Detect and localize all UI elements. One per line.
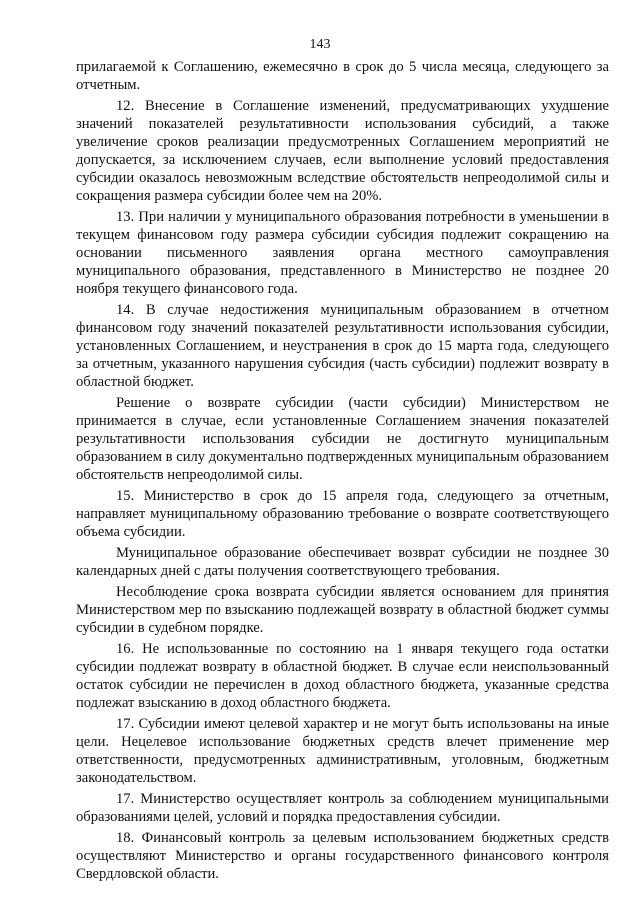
paragraph-item-17-target: 17. Субсидии имеют целевой характер и не могут быть использованы на иные цели. Нецелевое использование бюджетных средств влечет применение мер ответственности, предусмотренных административным, уголовным, бюджетным законодательством.: [76, 716, 609, 786]
paragraph-item-18: 18. Финансовый контроль за целевым использованием бюджетных средств осуществляют Министерство и органы государственного финансового контроля Свердловской области.: [76, 830, 609, 882]
paragraph-item-13: 13. При наличии у муниципального образования потребности в уменьшении в текущем финансовом году размера субсидии субсидия подлежит сокращению на основании письменного заявления органа местного самоуправления муниципального образования, представленного в Министерство не позднее 20 ноября текущего финансового года.: [76, 209, 609, 297]
paragraph-continuation: прилагаемой к Соглашению, ежемесячно в срок до 5 числа месяца, следующего за отчетным.: [76, 59, 609, 93]
paragraph-item-16: 16. Не использованные по состоянию на 1 января текущего года остатки субсидии подлежат возврату в областной бюджет. В случае если неиспользованный остаток субсидии не перечислен в доход областного бюджета, указанные средства подлежат взысканию в доход областного бюджета.: [76, 641, 609, 711]
paragraph-item-17-control: 17. Министерство осуществляет контроль за соблюдением муниципальными образованиями целей, условий и порядка предоставления субсидии.: [76, 791, 609, 825]
paragraph-item-15: 15. Министерство в срок до 15 апреля года, следующего за отчетным, направляет муниципальному образованию требование о возврате соответствующего объема субсидии.: [76, 488, 609, 540]
paragraph-item-15-noncompliance: Несоблюдение срока возврата субсидии является основанием для принятия Министерством мер по взысканию подлежащей возврату в областной бюджет суммы субсидии в судебном порядке.: [76, 584, 609, 636]
paragraph-item-12: 12. Внесение в Соглашение изменений, предусматривающих ухудшение значений показателей результативности использования субсидий, а также увеличение сроков реализации предусмотренных Соглашением мероприятий не допускается, за исключением случаев, если выполнение условий предоставления субсидии оказалось невозможным вследствие обстоятельств непреодолимой силы и сокращения размера субсидии более чем на 20%.: [76, 98, 609, 204]
paragraph-item-14-decision: Решение о возврате субсидии (части субсидии) Министерством не принимается в случае, если установленные Соглашением значения показателей результативности использования субсидии не достигнуто муниципальным образованием в силу документально подтвержденных муниципальным образованием обстоятельств непреодолимой силы.: [76, 395, 609, 483]
document-body: [76, 58, 609, 886]
page-number: 143: [309, 37, 331, 52]
paragraph-item-15-return: Муниципальное образование обеспечивает возврат субсидии не позднее 30 календарных дней с даты получения соответствующего требования.: [76, 545, 609, 579]
paragraph-item-14: 14. В случае недостижения муниципальным образованием в отчетном финансовом году значений показателей результативности использования субсидии, установленных Соглашением, и неустранения в срок до 15 марта года, следующего за отчетным, указанного нарушения субсидия (часть субсидии) подлежит возврату в областной бюджет.: [76, 302, 609, 390]
